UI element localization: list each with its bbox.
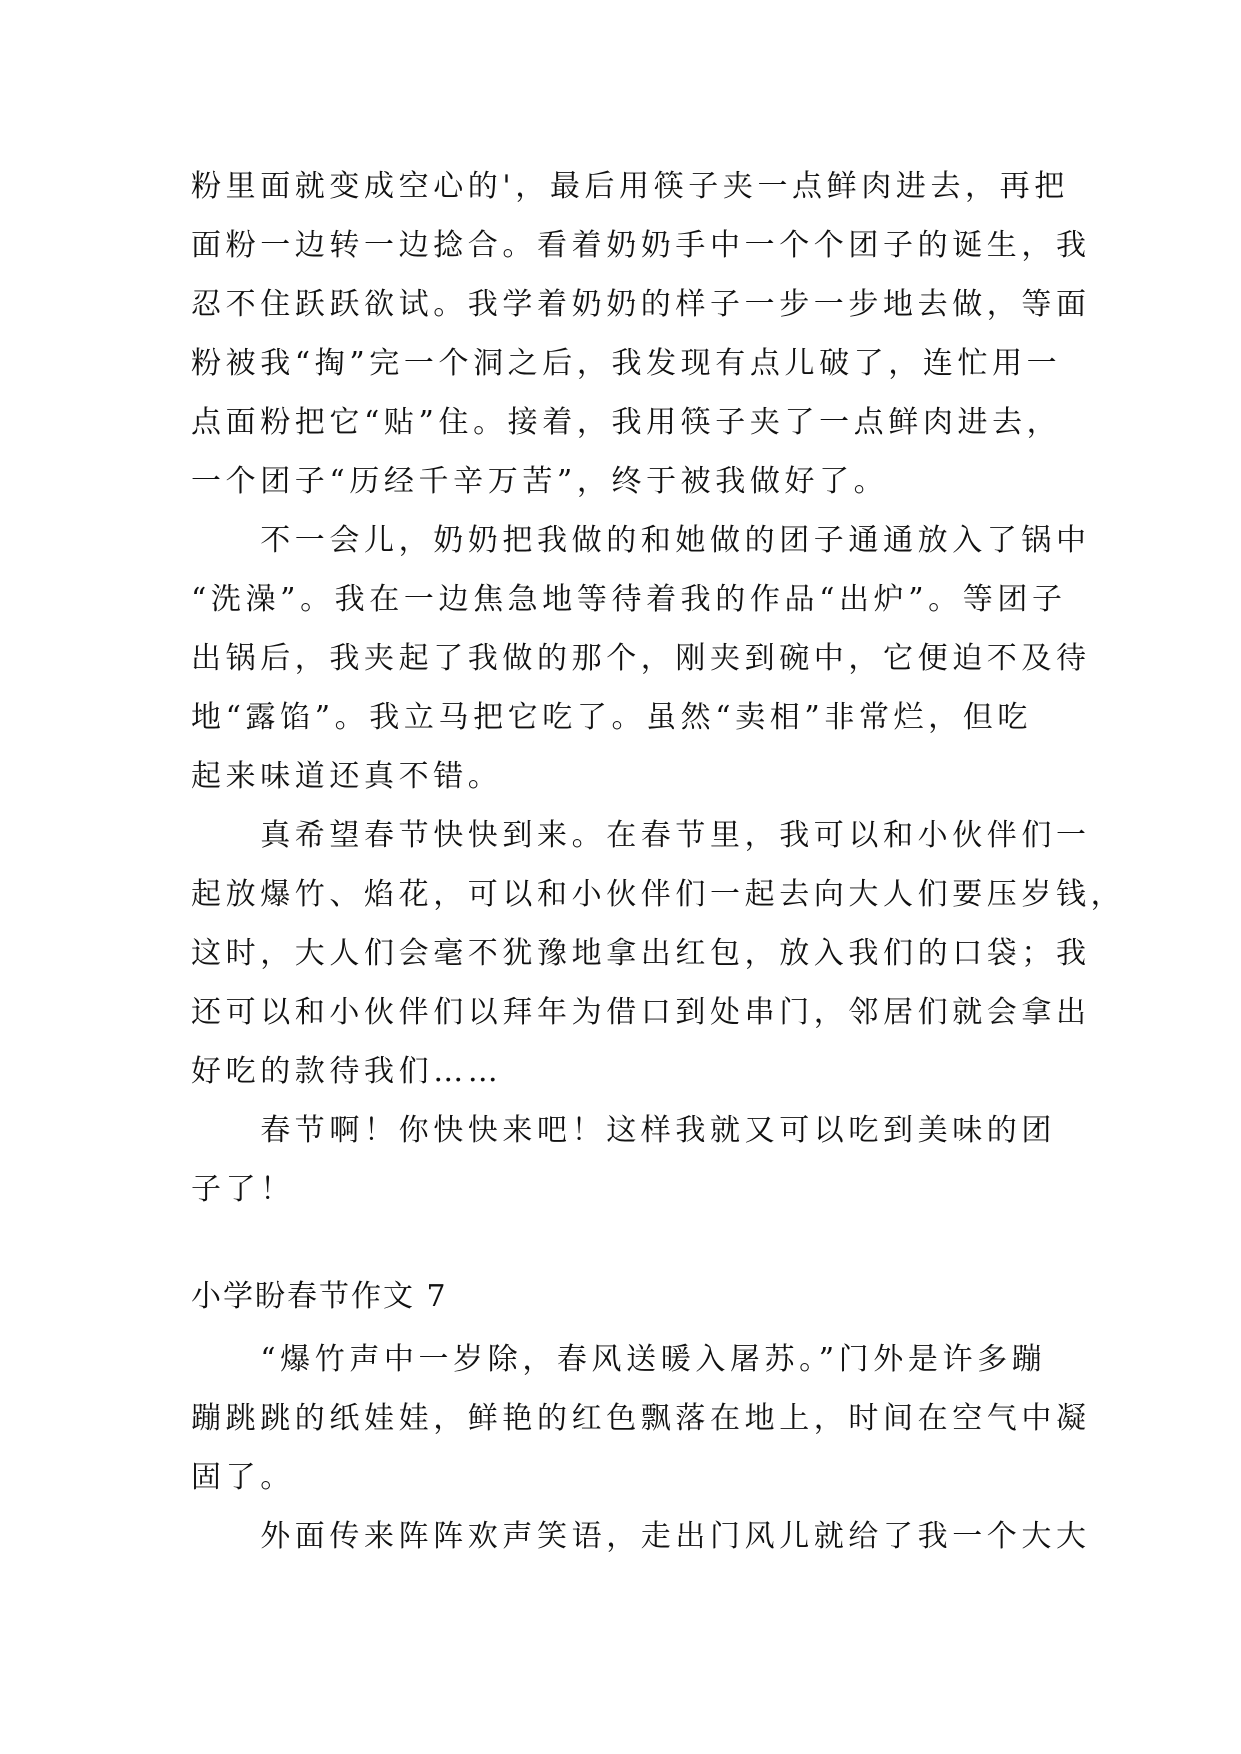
paragraph-line: “洗澡”。我在一边焦急地等待着我的作品“出炉”。等团子 bbox=[191, 582, 1067, 617]
paragraph-line: 春节啊！你快快来吧！这样我就又可以吃到美味的团 bbox=[191, 1113, 1056, 1148]
paragraph-line: 面粉一边转一边捻合。看着奶奶手中一个个团子的诞生，我 bbox=[191, 228, 1091, 263]
paragraph-line: 点面粉把它“贴”住。接着，我用筷子夹了一点鲜肉进去， bbox=[191, 405, 1062, 440]
paragraph-line: “爆竹声中一岁除，春风送暖入屠苏。”门外是许多蹦 bbox=[191, 1342, 1047, 1377]
paragraph-line: 外面传来阵阵欢声笑语，走出门风儿就给了我一个大大 bbox=[191, 1519, 1091, 1554]
section-heading: 小学盼春节作文 7 bbox=[191, 1279, 448, 1314]
paragraph-line: 地“露馅”。我立马把它吃了。虽然“卖相”非常烂，但吃 bbox=[191, 700, 1032, 735]
paragraph-line: 不一会儿，奶奶把我做的和她做的团子通通放入了锅中 bbox=[191, 523, 1091, 558]
paragraph-line: 粉里面就变成空心的'，最后用筷子夹一点鲜肉进去，再把 bbox=[191, 169, 1069, 204]
paragraph-line: 好吃的款待我们…… bbox=[191, 1054, 503, 1089]
paragraph-line: 固了。 bbox=[191, 1460, 295, 1495]
paragraph-line: 粉被我“掏”完一个洞之后，我发现有点儿破了，连忙用一 bbox=[191, 346, 1062, 381]
paragraph-line: 蹦跳跳的纸娃娃，鲜艳的红色飘落在地上，时间在空气中凝 bbox=[191, 1401, 1091, 1436]
paragraph-line: 这时，大人们会毫不犹豫地拿出红包，放入我们的口袋；我 bbox=[191, 936, 1091, 971]
paragraph-line: 出锅后，我夹起了我做的那个，刚夹到碗中，它便迫不及待 bbox=[191, 641, 1091, 676]
paragraph-line: 子了！ bbox=[191, 1172, 295, 1207]
paragraph-line: 真希望春节快快到来。在春节里，我可以和小伙伴们一 bbox=[191, 818, 1091, 853]
paragraph-line: 一个团子“历经千辛万苦”，终于被我做好了。 bbox=[191, 464, 889, 499]
paragraph-line: 还可以和小伙伴们以拜年为借口到处串门，邻居们就会拿出 bbox=[191, 995, 1091, 1030]
paragraph-line: 忍不住跃跃欲试。我学着奶奶的样子一步一步地去做，等面 bbox=[191, 287, 1091, 322]
paragraph-line: 起来味道还真不错。 bbox=[191, 759, 503, 794]
paragraph-line: 起放爆竹、焰花，可以和小伙伴们一起去向大人们要压岁钱， bbox=[191, 877, 1126, 912]
